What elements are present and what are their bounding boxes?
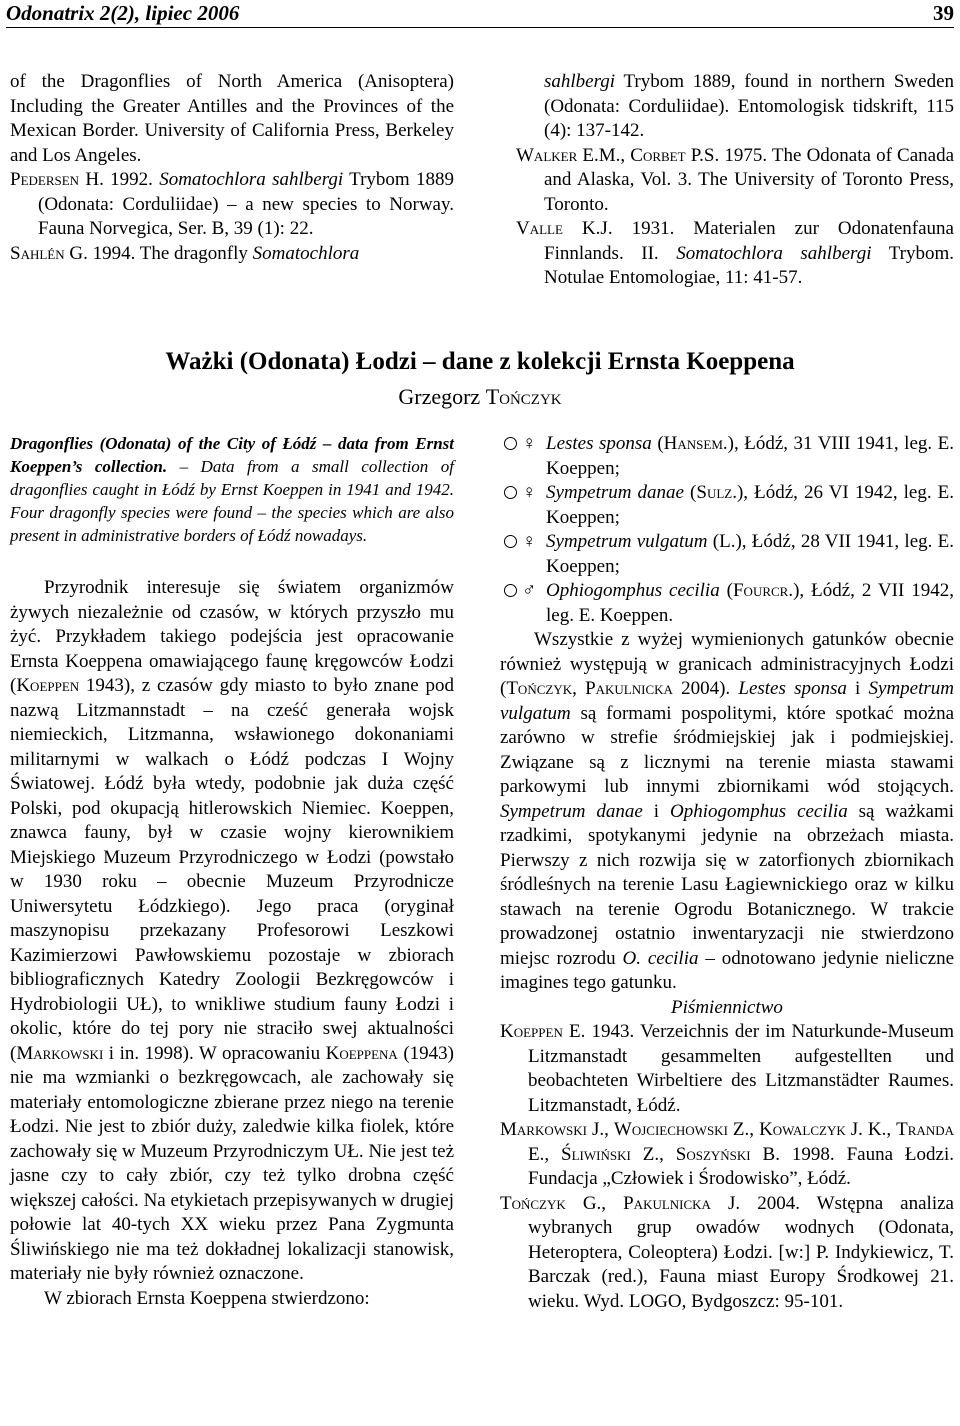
female-icon: ♀ [522, 433, 537, 454]
references-heading: Piśmiennictwo [671, 996, 783, 1018]
list-item: ♀ Sympetrum vulgatum (L.), Łódź, 28 VII 1941, leg. E. Koeppen; [500, 530, 954, 579]
reference-sahlen-continued: sahlbergi Trybom 1889, found in northern Sweden (Odonata: Corduliidae). Entomologisk tidskrift, 115 (4): 137-142. [544, 71, 954, 141]
ref-author: Corbet [630, 144, 686, 166]
article-author: Grzegorz Tończyk [398, 384, 562, 409]
ref-species: Somatochlora [252, 242, 360, 264]
body-paragraph-3: Wszystkie z wyżej wymienionych gatunków obecnie również występują w granicach administracyjnych Łodzi (Tończyk, Pakulnicka 2004). Lestes sponsa i Sympetrum vulgatum są formami pospolitymi, które spotkać można zarówno w strefie śródmiejskiej jak i podmiejskiej. Związane są z licznymi na terenie miasta stawami parkowymi lub innymi zbiornikami wód stojących. Sympetrum danae i Ophiogomphus cecilia są ważkami rzadkimi, spotykanymi jedynie na obrzeżach miasta. Pierwszy z nich rozwija się w zatorfionych zbiornikach śródleśnych na terenie Lasu Łagiewnickiego oraz w kilku stawach na terenie Ogrodu Botanicznego. W trakcie prowadzonej ostatnio inwentaryzacji nie stwierdzono miejsc rozrodu O. cecilia – odnotowano jedynie nieliczne imagines tego gatunku. [500, 629, 955, 993]
body-paragraph-2: W zbiorach Ernsta Koeppena stwierdzono: [44, 1287, 370, 1309]
reference-valle: Valle K.J. 1931. Materialen zur Odonatenfauna Finnlands. II. Somatochlora sahlbergi Trybom. Notulae Entomologiae, 11: 41-57. [516, 218, 954, 288]
reference-pedersen: Pedersen H. 1992. Somatochlora sahlbergi Trybom 1889 (Odonata: Corduliidae) – a new species to Norway. Fauna Norvegica, Ser. B, 39 (1): 22. [10, 169, 454, 239]
prev-article-refs-left [10, 70, 454, 266]
bullet-circle-icon [504, 535, 517, 548]
article-title: Ważki (Odonata) Łodzi – dane z kolekcji Ernsta Koeppena [165, 348, 795, 375]
bullet-circle-icon [504, 584, 517, 597]
ref-species: Somatochlora sahlbergi [159, 169, 344, 190]
reference-continued: of the Dragonflies of North America (Anisoptera) Including the Greater Antilles and the Provinces of the Mexican Border. University of California Press, Berkeley and Los Angeles. [10, 71, 454, 166]
abstract-heading: Dragonflies (Odonata) of the City of Łódź – data from Ernst Koeppen’s collection. [10, 434, 454, 476]
list-item: ♀ Lestes sponsa (Hansem.), Łódź, 31 VIII 1941, leg. E. Koeppen; [500, 432, 954, 481]
article-right-column [500, 432, 954, 1314]
female-icon: ♀ [522, 482, 537, 503]
reference-sahlen: Sahlén G. 1994. The dragonfly Somatochlora [10, 242, 360, 264]
reference-tonczyk: Tończyk G., Pakulnicka J. 2004. Wstępna analiza wybranych grup owadów wodnych (Odonata, Heteroptera, Coleoptera) Łodzi. [w:] P. Indykiewicz, T. Barczak (red.), Fauna miast Europy Środkowej 21. wieku. Wyd. LOGO, Bydgoszcz: 95-101. [500, 1192, 954, 1312]
bullet-circle-icon [504, 437, 517, 450]
running-header [6, 0, 954, 30]
article-left-column [10, 432, 454, 1311]
list-item: ♂ Ophiogomphus cecilia (Fourcr.), Łódź, 2 VII 1942, leg. E. Koeppen. [500, 579, 954, 628]
ref-species: Somatochlora sahlbergi [676, 242, 872, 264]
reference-walker: Walker E.M., Corbet P.S. 1975. The Odonata of Canada and Alaska, Vol. 3. The University of Toronto Press, Toronto. [516, 144, 955, 215]
ref-author: Valle [516, 218, 563, 239]
male-icon: ♂ [522, 580, 537, 601]
ref-author: Walker [516, 144, 578, 166]
ref-author: Sahlén [10, 242, 65, 264]
ref-species: sahlbergi [544, 71, 616, 92]
journal-name: Odonatrix 2(2), lipiec 2006 [6, 1, 240, 25]
ref-author: Pedersen [10, 169, 80, 190]
page-number: 39 [933, 1, 954, 25]
body-paragraph-1: Przyrodnik interesuje się światem organizmów żywych niezależnie od czasów, w których przyszło mu żyć. Przykładem takiego podejścia jest opracowanie Ernsta Koeppena omawiającego faunę kręgowców Łodzi (Koeppen 1943), z czasów gdy miasto to było znane pod nazwą Litzmannstadt – na cześć generała wojsk niemieckich, Litzmanna, wsławionego dokonaniami militarnymi w walkach o Łódź podczas I Wojny Światowej. Łódź była wtedy, podobnie jak duża część Polski, pod okupacją hitlerowskich Niemiec. Koeppen, znawca fauny, był w czasie wojny kierownikiem Miejskiego Muzeum Przyrodniczego w Łodzi (powstało w 1930 roku – obecnie Muzeum Przyrodnicze Uniwersytetu Łódzkiego). Jego praca (oryginał maszynopisu przekazany Profesorowi Leszkowi Kazimierzowi Pawłowskiemu pozostaje w zbiorach bibliograficznych Katedry Zoologii Bezkręgowców i Hydrobiologii UŁ), to wnikliwe studium fauny Łodzi i okolic, które do tej pory nie straciło swej aktualności (Markowski i in. 1998). W opracowaniu Koeppena (1943) nie ma wzmianki o bezkręgowcach, ale zachowały się materiały entomologiczne zbierane przez niego na terenie Łodzi. Nie jest to zbiór duży, zaledwie kilka fiolek, które zachowały się w Muzeum Przyrodniczym UŁ. Nie jest też jasne czy to cały zbiór, czy też tylko drobna część większej całości. Na etykietach przepisywanych w drugiej połowie lat 40-tych XX wieku przez Pana Zygmunta Śliwińskiego nie ma też dokładnej lokalizacji stanowisk, materiały nie były również oznaczone. [10, 577, 454, 1284]
reference-markowski: Markowski J., Wojciechowski Z., Kowalczyk J. K., Tranda E., Śliwiński Z., Soszyński B. 1998. Fauna Łodzi. Fundacja „Człowiek i Środowisko”, Łódź. [500, 1119, 954, 1189]
reference-koeppen: Koeppen E. 1943. Verzeichnis der im Naturkunde-Museum Litzmanstadt gesammelten aufgestellten und beobachteten Wirbeltiere des Litzmanstädter Raumes. Litzmanstadt, Łódź. [500, 1021, 954, 1116]
header-rule [6, 27, 954, 28]
abstract [10, 432, 454, 547]
abstract-body: – Data from a small collection of dragonflies caught in Łódź by Ernst Koeppen in 1941 and 1942. Four dragonfly species were found – the species which are also present in administrative borders of Łódź nowadays. [10, 457, 454, 545]
prev-article-refs-right [516, 70, 954, 291]
female-icon: ♀ [522, 531, 537, 552]
list-item: ♀ Sympetrum danae (Sulz.), Łódź, 26 VI 1942, leg. E. Koeppen; [500, 481, 954, 530]
species-records [500, 432, 954, 628]
bullet-circle-icon [504, 486, 517, 499]
